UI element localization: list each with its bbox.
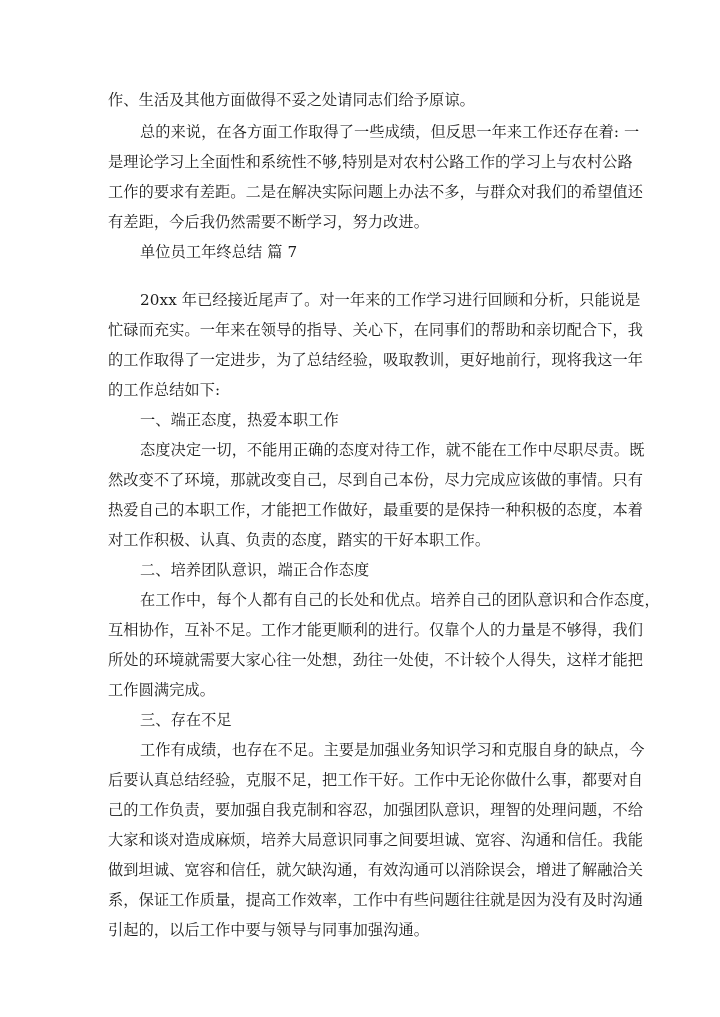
paragraph-line: 然改变不了环境，那就改变自己，尽到自己本份，尽力完成应该做的事情。只有	[108, 471, 644, 489]
paragraph-line: 后要认真总结经验，克服不足，把工作干好。工作中无论你做什么事，都要对自	[108, 771, 644, 789]
paragraph-line: 大家和谈对造成麻烦，培养大局意识同事之间要坦诚、宽容、沟通和信任。我能	[108, 831, 644, 849]
paragraph-line: 态度决定一切，不能用正确的态度对待工作，就不能在工作中尽职尽责。既	[140, 441, 645, 459]
paragraph-line: 的工作总结如下:	[108, 381, 221, 399]
paragraph-line: 做到坦诚、宽容和信任，就欠缺沟通，有效沟通可以消除误会，增进了解融洽关	[108, 861, 644, 879]
paragraph-line: 有差距，今后我仍然需要不断学习，努力改进。	[108, 213, 430, 231]
paragraph-line: 工作圆满完成。	[108, 681, 216, 699]
paragraph-line: 忙碌而充实。一年来在领导的指导、关心下，在同事们的帮助和亲切配合下，我	[108, 321, 644, 339]
section-title: 单位员工年终总结 篇 7	[140, 243, 298, 261]
paragraph-line: 20xx 年已经接近尾声了。对一年来的工作学习进行回顾和分析，只能说是	[140, 291, 641, 309]
paragraph-line: 工作有成绩，也存在不足。主要是加强业务知识学习和克服自身的缺点，今	[140, 741, 645, 759]
paragraph-line: 在工作中，每个人都有自己的长处和优点。培养自己的团队意识和合作态度，	[140, 591, 660, 609]
paragraph-line: 引起的，以后工作中要与领导与同事加强沟通。	[108, 921, 430, 939]
paragraph-line: 热爱自己的本职工作，才能把工作做好，最重要的是保持一种积极的态度，本着	[108, 501, 644, 519]
paragraph-line: 是理论学习上全面性和系统性不够,特别是对农村公路工作的学习上与农村公路	[108, 153, 633, 171]
subheading: 三、存在不足	[140, 711, 232, 729]
paragraph-line: 系，保证工作质量，提高工作效率，工作中有些问题往往就是因为没有及时沟通	[108, 891, 644, 909]
paragraph-line: 所处的环境就需要大家心往一处想，劲往一处使，不计较个人得失，这样才能把	[108, 651, 644, 669]
paragraph-line: 工作的要求有差距。二是在解决实际问题上办法不多，与群众对我们的希望值还	[108, 183, 644, 201]
paragraph-line: 互相协作，互补不足。工作才能更顺利的进行。仅靠个人的力量是不够得，我们	[108, 621, 644, 639]
paragraph-line: 作、生活及其他方面做得不妥之处请同志们给予原谅。	[108, 91, 475, 109]
subheading: 一、端正态度，热爱本职工作	[140, 411, 339, 429]
paragraph-line: 总的来说，在各方面工作取得了一些成绩，但反思一年来工作还存在着: 一	[140, 123, 640, 141]
paragraph-line: 对工作积极、认真、负责的态度，踏实的干好本职工作。	[108, 531, 491, 549]
subheading: 二、培养团队意识，端正合作态度	[140, 561, 370, 579]
paragraph-line: 己的工作负责，要加强自我克制和容忍，加强团队意识，理智的处理问题，不给	[108, 801, 644, 819]
paragraph-line: 的工作取得了一定进步，为了总结经验，吸取教训，更好地前行，现将我这一年	[108, 351, 644, 369]
